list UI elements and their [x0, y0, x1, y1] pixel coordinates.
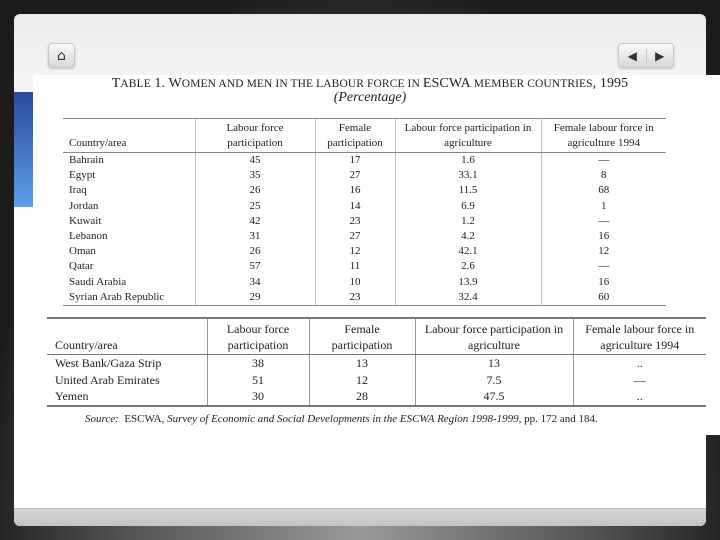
column-header: Labour force participation in agriculture — [415, 318, 573, 355]
table-row — [63, 199, 666, 214]
table-title: TABLE 1. WOMEN AND MEN IN THE LABOUR FORCE IN ESCWA MEMBER COUNTRIES, 1995 — [111, 76, 629, 91]
country-cell: Saudi Arabia — [69, 275, 127, 288]
country-cell: Lebanon — [69, 230, 108, 243]
value-cell: 28 — [309, 388, 415, 406]
value-cell: 16 — [315, 183, 395, 198]
column-header: Female labour force in agriculture 1994 — [573, 318, 706, 355]
value-cell: 11.5 — [395, 183, 541, 198]
slide-footer-bar — [14, 508, 706, 526]
value-cell: — — [573, 372, 706, 389]
value-cell: 68 — [541, 183, 666, 198]
table-row — [63, 183, 666, 198]
column-header: Country/area — [47, 318, 207, 355]
value-cell: 4.2 — [395, 229, 541, 244]
table-row — [47, 372, 706, 389]
value-cell: 17 — [315, 153, 395, 169]
country-cell: Jordan — [69, 199, 99, 212]
home-button[interactable] — [48, 43, 75, 68]
value-cell: 6.9 — [395, 199, 541, 214]
column-header: Female labour force in agriculture 1994 — [541, 119, 666, 153]
next-slide-button[interactable]: ▶ — [655, 48, 665, 63]
value-cell: 26 — [195, 183, 315, 198]
column-header: Labour force participation — [195, 119, 315, 153]
value-cell: 12 — [315, 244, 395, 259]
previous-slide-button[interactable]: ◀ — [619, 49, 647, 63]
value-cell: 33.1 — [395, 168, 541, 183]
value-cell: 14 — [315, 199, 395, 214]
country-cell: Kuwait — [69, 214, 102, 227]
value-cell: 42 — [195, 214, 315, 229]
table-row — [63, 290, 666, 306]
value-cell: 30 — [207, 388, 309, 406]
value-cell: 1.6 — [395, 153, 541, 169]
value-cell: 34 — [195, 275, 315, 290]
source-org: ESCWA, — [124, 413, 165, 425]
value-cell: 1 — [541, 199, 666, 214]
country-cell: Qatar — [69, 260, 94, 273]
labour-table-continued — [47, 317, 706, 407]
table-row — [63, 244, 666, 259]
table-subtitle: (Percentage) — [333, 90, 407, 105]
value-cell: 16 — [541, 275, 666, 290]
table-row — [63, 229, 666, 244]
country-cell: Iraq — [69, 184, 87, 197]
value-cell: 11 — [315, 259, 395, 274]
value-cell: .. — [573, 388, 706, 406]
country-cell: Egypt — [69, 169, 96, 182]
value-cell: 32.4 — [395, 290, 541, 306]
value-cell: 26 — [195, 244, 315, 259]
blue-accent-strip — [14, 92, 34, 207]
value-cell: 57 — [195, 259, 315, 274]
column-header: Country/area — [63, 119, 195, 153]
value-cell: 8 — [541, 168, 666, 183]
value-cell: 60 — [541, 290, 666, 306]
source-work: Survey of Economic and Social Developments in the ESCWA Region 1998-1999, — [167, 413, 522, 425]
home-icon: ⌂ — [57, 47, 66, 64]
country-cell: United Arab Emirates — [55, 372, 160, 387]
source-note — [85, 413, 598, 425]
value-cell: 23 — [315, 214, 395, 229]
value-cell: — — [541, 153, 666, 169]
country-cell: Yemen — [55, 389, 89, 403]
table-row — [47, 388, 706, 406]
country-cell: Bahrain — [69, 154, 104, 166]
table-row — [47, 355, 706, 372]
value-cell: 27 — [315, 229, 395, 244]
value-cell: 13 — [309, 355, 415, 372]
column-header: Labour force participation — [207, 318, 309, 355]
value-cell: 23 — [315, 290, 395, 306]
column-header: Female participation — [309, 318, 415, 355]
table-row — [63, 259, 666, 274]
value-cell: — — [541, 214, 666, 229]
value-cell: — — [541, 259, 666, 274]
value-cell: .. — [573, 355, 706, 372]
value-cell: 10 — [315, 275, 395, 290]
value-cell: 1.2 — [395, 214, 541, 229]
country-cell: Oman — [69, 245, 96, 258]
value-cell: 42.1 — [395, 244, 541, 259]
value-cell: 13 — [415, 355, 573, 372]
source-label: Source: — [85, 413, 119, 425]
value-cell: 27 — [315, 168, 395, 183]
column-header: Female participation — [315, 119, 395, 153]
value-cell: 51 — [207, 372, 309, 389]
value-cell: 7.5 — [415, 372, 573, 389]
value-cell: 35 — [195, 168, 315, 183]
table-row — [63, 275, 666, 290]
value-cell: 45 — [195, 153, 315, 169]
source-pages: pp. 172 and 184. — [524, 413, 598, 425]
table-row — [63, 153, 666, 169]
value-cell: 16 — [541, 229, 666, 244]
column-header: Labour force participation in agriculture — [395, 119, 541, 153]
slide-navigation — [618, 43, 674, 68]
value-cell: 31 — [195, 229, 315, 244]
table-row — [63, 214, 666, 229]
value-cell: 13.9 — [395, 275, 541, 290]
country-cell: West Bank/Gaza Strip — [55, 356, 162, 370]
value-cell: 29 — [195, 290, 315, 306]
value-cell: 12 — [309, 372, 415, 389]
country-cell: Syrian Arab Republic — [69, 290, 165, 303]
value-cell: 38 — [207, 355, 309, 372]
value-cell: 25 — [195, 199, 315, 214]
value-cell: 47.5 — [415, 388, 573, 406]
labour-table-main — [63, 118, 666, 306]
value-cell: 2.6 — [395, 259, 541, 274]
table-row — [63, 168, 666, 183]
value-cell: 12 — [541, 244, 666, 259]
